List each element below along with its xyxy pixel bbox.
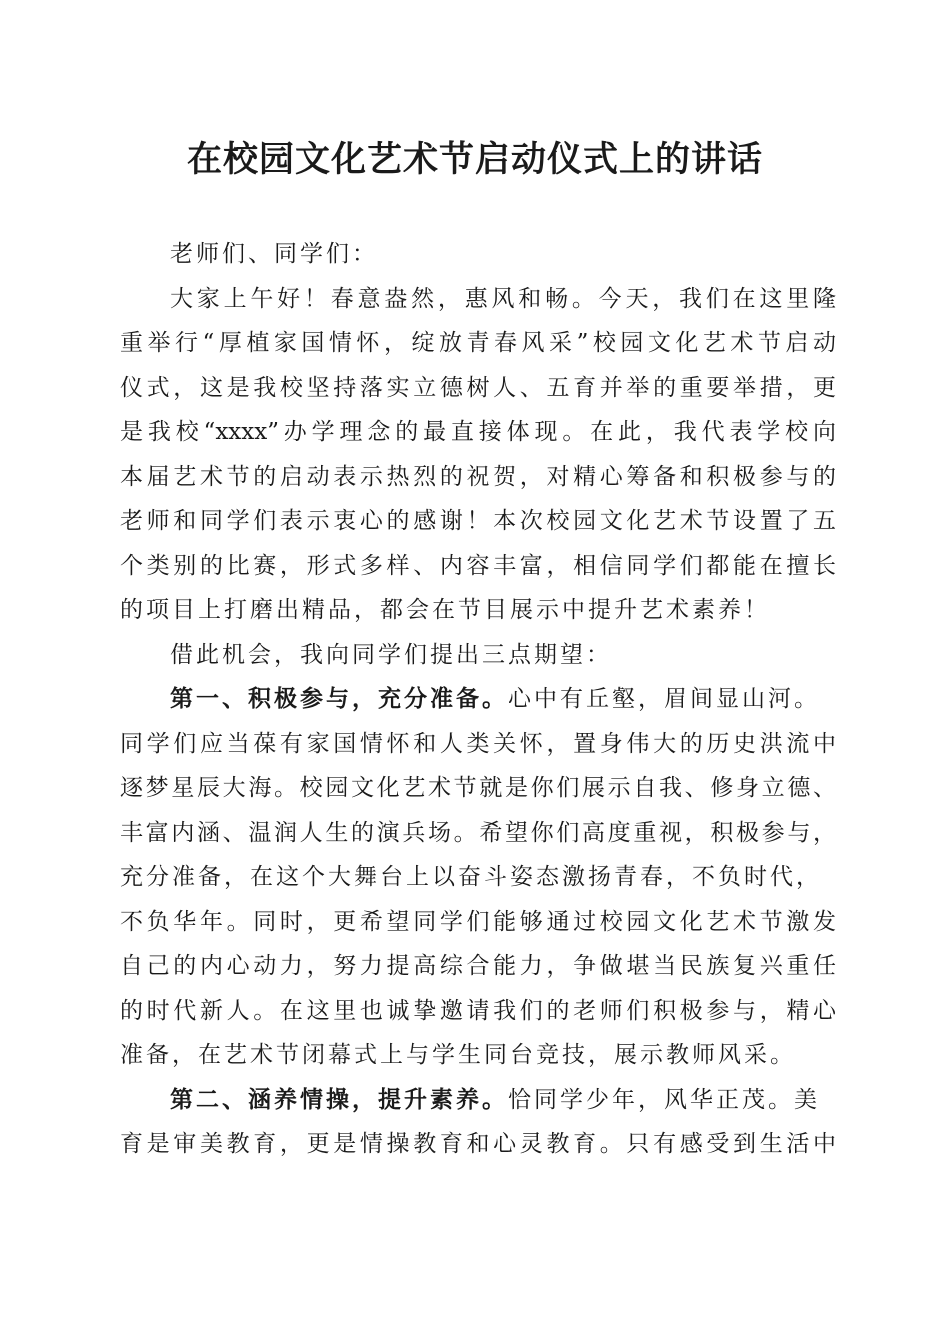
- paragraph-line: 老师和同学们表示衷心的感谢！本次校园文化艺术节设置了五: [120, 508, 836, 534]
- paragraph-line: 的项目上打磨出精品，都会在节目展示中提升艺术素养！: [120, 597, 770, 623]
- paragraph-text: 心中有丘壑，眉间显山河。: [508, 686, 820, 712]
- paragraph-text: 恰同学少年，风华正茂。美: [508, 1086, 820, 1113]
- section-heading-first: 第一、积极参与，充分准备。: [170, 685, 508, 712]
- paragraph-line: 准备，在艺术节闭幕式上与学生同台竞技，展示教师风采。: [120, 1042, 796, 1068]
- paragraph-line: 大家上午好！春意盎然，惠风和畅。今天，我们在这里隆: [170, 285, 836, 312]
- paragraph-line: 是我校“xxxx”办学理念的最直接体现。在此，我代表学校向: [120, 419, 836, 445]
- salutation-line: 老师们、同学们：: [170, 241, 378, 267]
- section-heading-second: 第二、涵养情操，提升素养。: [170, 1085, 508, 1113]
- paragraph-line: 个类别的比赛，形式多样、内容丰富，相信同学们都能在擅长: [120, 552, 836, 579]
- paragraph-line: [120, 677, 836, 722]
- document-body: [120, 232, 836, 1167]
- paragraph-line: 丰富内涵、温润人生的演兵场。希望你们高度重视，积极参与，: [120, 819, 836, 846]
- document-title: 在校园文化艺术节启动仪式上的讲话: [186, 139, 763, 180]
- paragraph-line: 的时代新人。在这里也诚挚邀请我们的老师们积极参与，精心: [120, 997, 836, 1024]
- paragraph-line: 逐梦星辰大海。校园文化艺术节就是你们展示自我、修身立德、: [120, 775, 836, 801]
- paragraph-line: 不负华年。同时，更希望同学们能够通过校园文化艺术节激发: [120, 908, 836, 935]
- paragraph-line: 自己的内心动力，努力提高综合能力，争做堪当民族复兴重任: [120, 953, 836, 979]
- paragraph-line: 育是审美教育，更是情操教育和心灵教育。只有感受到生活中: [120, 1131, 836, 1157]
- paragraph-line: 同学们应当葆有家国情怀和人类关怀，置身伟大的历史洪流中: [120, 730, 836, 757]
- paragraph-line: 重举行“厚植家国情怀，绽放青春风采”校园文化艺术节启动: [120, 330, 836, 356]
- paragraph-line: [120, 1078, 836, 1123]
- paragraph-line: 充分准备，在这个大舞台上以奋斗姿态激扬青春，不负时代，: [120, 864, 822, 890]
- paragraph-line: 本届艺术节的启动表示热烈的祝贺，对精心筹备和积极参与的: [120, 463, 836, 490]
- paragraph-line: 借此机会，我向同学们提出三点期望：: [170, 641, 612, 668]
- paragraph-line: 仪式，这是我校坚持落实立德树人、五育并举的重要举措，更: [120, 374, 836, 401]
